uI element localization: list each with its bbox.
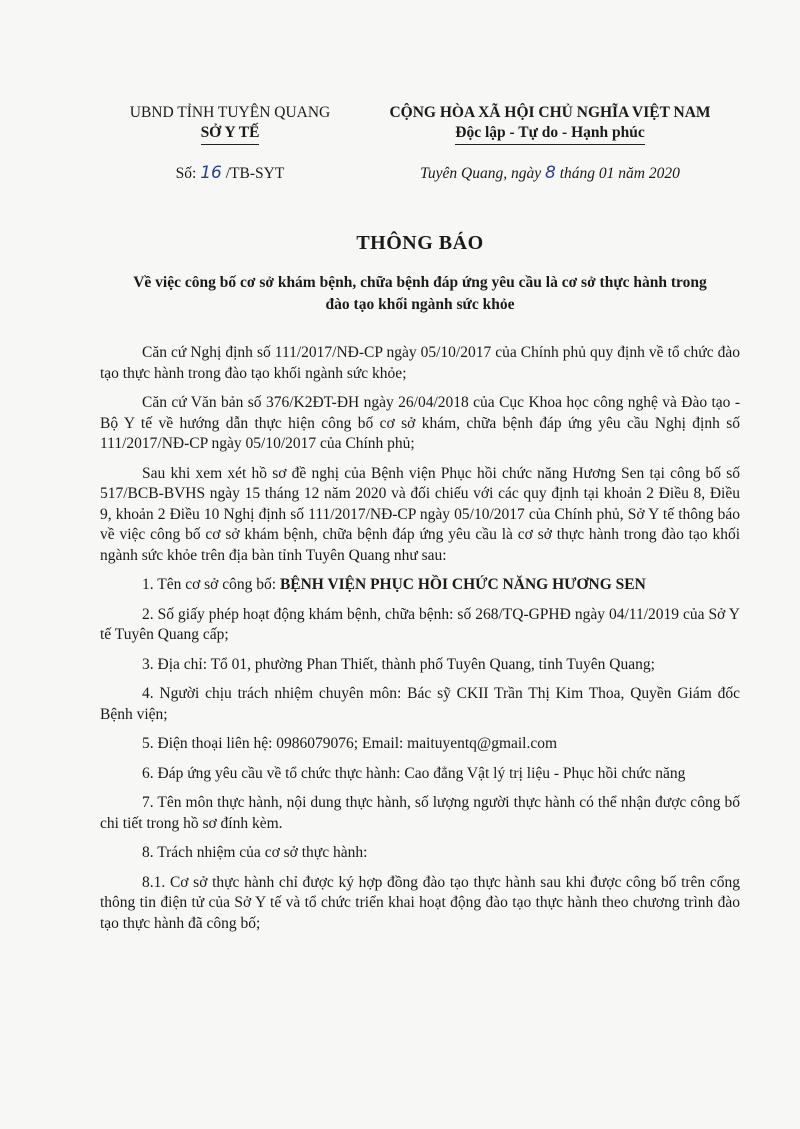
item-2: 2. Số giấy phép hoạt động khám bệnh, chữa bệnh: số 268/TQ-GPHĐ ngày 04/11/2019 của Sở Y tế Tuyên Quang cấp; xyxy=(100,605,740,643)
number-handwritten: 16 xyxy=(200,163,222,183)
number-prefix: Số: xyxy=(175,165,197,182)
item-8-1: 8.1. Cơ sở thực hành chỉ được ký hợp đồng đào tạo thực hành sau khi được công bố trên cổng thông tin điện tử của Sở Y tế và tổ chức triển khai hoạt động đào tạo thực hành theo chương trình đào tạo thực hành đã công bố; xyxy=(100,873,740,932)
date-suffix: tháng 01 năm 2020 xyxy=(559,165,680,182)
item-1 xyxy=(100,575,740,596)
item-7: 7. Tên môn thực hành, nội dung thực hành, số lượng người thực hành có thể nhận được công bố chi tiết trong hồ sơ đính kèm. xyxy=(100,794,740,832)
paragraph-2: Căn cứ Văn bản số 376/K2ĐT-ĐH ngày 26/04/2018 của Cục Khoa học công nghệ và Đào tạo - Bộ Y tế về hướng dẫn thực hiện công bố cơ sở khám, chữa bệnh đáp ứng yêu cầu Nghị định số 111/2017/NĐ-CP ngày 05/10/2017 của Chính phủ; xyxy=(100,394,740,452)
paragraph-3: Sau khi xem xét hồ sơ đề nghị của Bệnh viện Phục hồi chức năng Hương Sen tại công bố số 517/BCB-BVHS ngày 15 tháng 12 năm 2020 và đối chiếu với các quy định tại khoản 2 Điều 8, Điều 9, khoản 2 Điều 10 Nghị định số 111/2017/NĐ-CP ngày 05/10/2017 của Chính phủ, Sở Y tế thông báo về việc công bố cơ sở khám bệnh, chữa bệnh đáp ứng yêu cầu là cơ sở thực hành trong đào tạo khối ngành sức khỏe trên địa bàn tỉnh Tuyên Quang như sau: xyxy=(100,464,740,564)
date-day-handwritten: 8 xyxy=(545,163,556,183)
document-body xyxy=(100,343,740,943)
document-number xyxy=(100,163,360,183)
item-4: 4. Người chịu trách nhiệm chuyên môn: Bác sỹ CKII Trần Thị Kim Thoa, Quyền Giám đốc Bệnh viện; xyxy=(100,685,740,723)
nation-line-1: CỘNG HÒA XÃ HỘI CHỦ NGHĨA VIỆT NAM xyxy=(389,104,711,121)
item-5: 5. Điện thoại liên hệ: 0986079076; Email: maituyentq@gmail.com xyxy=(142,735,558,752)
date-prefix: Tuyên Quang, ngày xyxy=(420,165,542,182)
item-1-value: BỆNH VIỆN PHỤC HỒI CHỨC NĂNG HƯƠNG SEN xyxy=(279,576,646,593)
item-8: 8. Trách nhiệm của cơ sở thực hành: xyxy=(142,844,368,861)
paragraph-1: Căn cứ Nghị định số 111/2017/NĐ-CP ngày 05/10/2017 của Chính phủ quy định về tổ chức đào tạo thực hành trong đào tạo khối ngành sức khỏe; xyxy=(100,344,740,382)
item-6: 6. Đáp ứng yêu cầu về tổ chức thực hành: Cao đẳng Vật lý trị liệu - Phục hồi chức năng xyxy=(142,764,686,782)
item-3: 3. Địa chỉ: Tổ 01, phường Phan Thiết, thành phố Tuyên Quang, tỉnh Tuyên Quang; xyxy=(142,655,655,673)
org-line-1: UBND TỈNH TUYÊN QUANG xyxy=(129,104,331,121)
number-suffix: /TB-SYT xyxy=(225,165,285,182)
document-title: THÔNG BÁO xyxy=(356,232,484,254)
nation-line-2: Độc lập - Tự do - Hạnh phúc xyxy=(455,123,644,145)
document-subtitle: Về việc công bố cơ sở khám bệnh, chữa bệnh đáp ứng yêu cầu là cơ sở thực hành trong đào tạo khối ngành sức khỏe xyxy=(133,274,707,313)
item-1-label: 1. Tên cơ sở công bố: xyxy=(142,576,280,593)
national-header xyxy=(360,103,740,145)
document-date xyxy=(360,163,740,183)
org-line-2: SỞ Y TẾ xyxy=(201,123,260,145)
issuing-organization xyxy=(100,103,360,145)
